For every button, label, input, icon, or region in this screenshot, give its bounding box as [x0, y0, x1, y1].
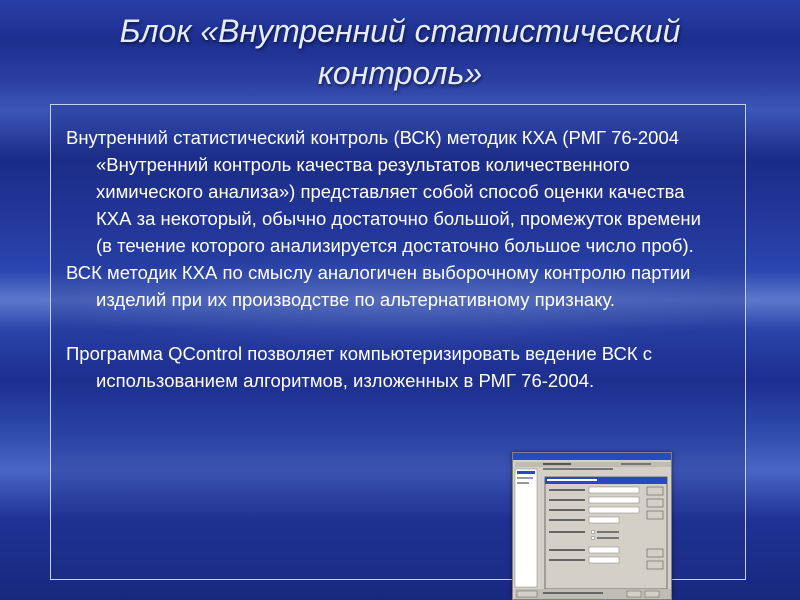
paragraph-vsk-definition: Внутренний статистический контроль (ВСК) методик КХА (РМГ 76-2004 «Внутренний контроль качества результатов количественного химического анализа») представляет собой способ оценки качества КХА за некоторый, обычно достаточно большой, промежуток времени (в течение которого анализируется достаточно большое число проб). — [66, 127, 701, 256]
qcontrol-screenshot — [512, 452, 672, 600]
slide-title: Блок «Внутренний статистический контроль» — [119, 13, 681, 91]
paragraph-qcontrol: Программа QControl позволяет компьютеризировать ведение ВСК с использованием алгоритмов, изложенных в РМГ 76-2004. — [66, 343, 652, 391]
paragraph-spacer — [66, 313, 722, 340]
paragraph-vsk-analogy: ВСК методик КХА по смыслу аналогичен выборочному контролю партии изделий при их производстве по альтернативному признаку. — [66, 262, 691, 310]
content-text — [66, 124, 722, 394]
